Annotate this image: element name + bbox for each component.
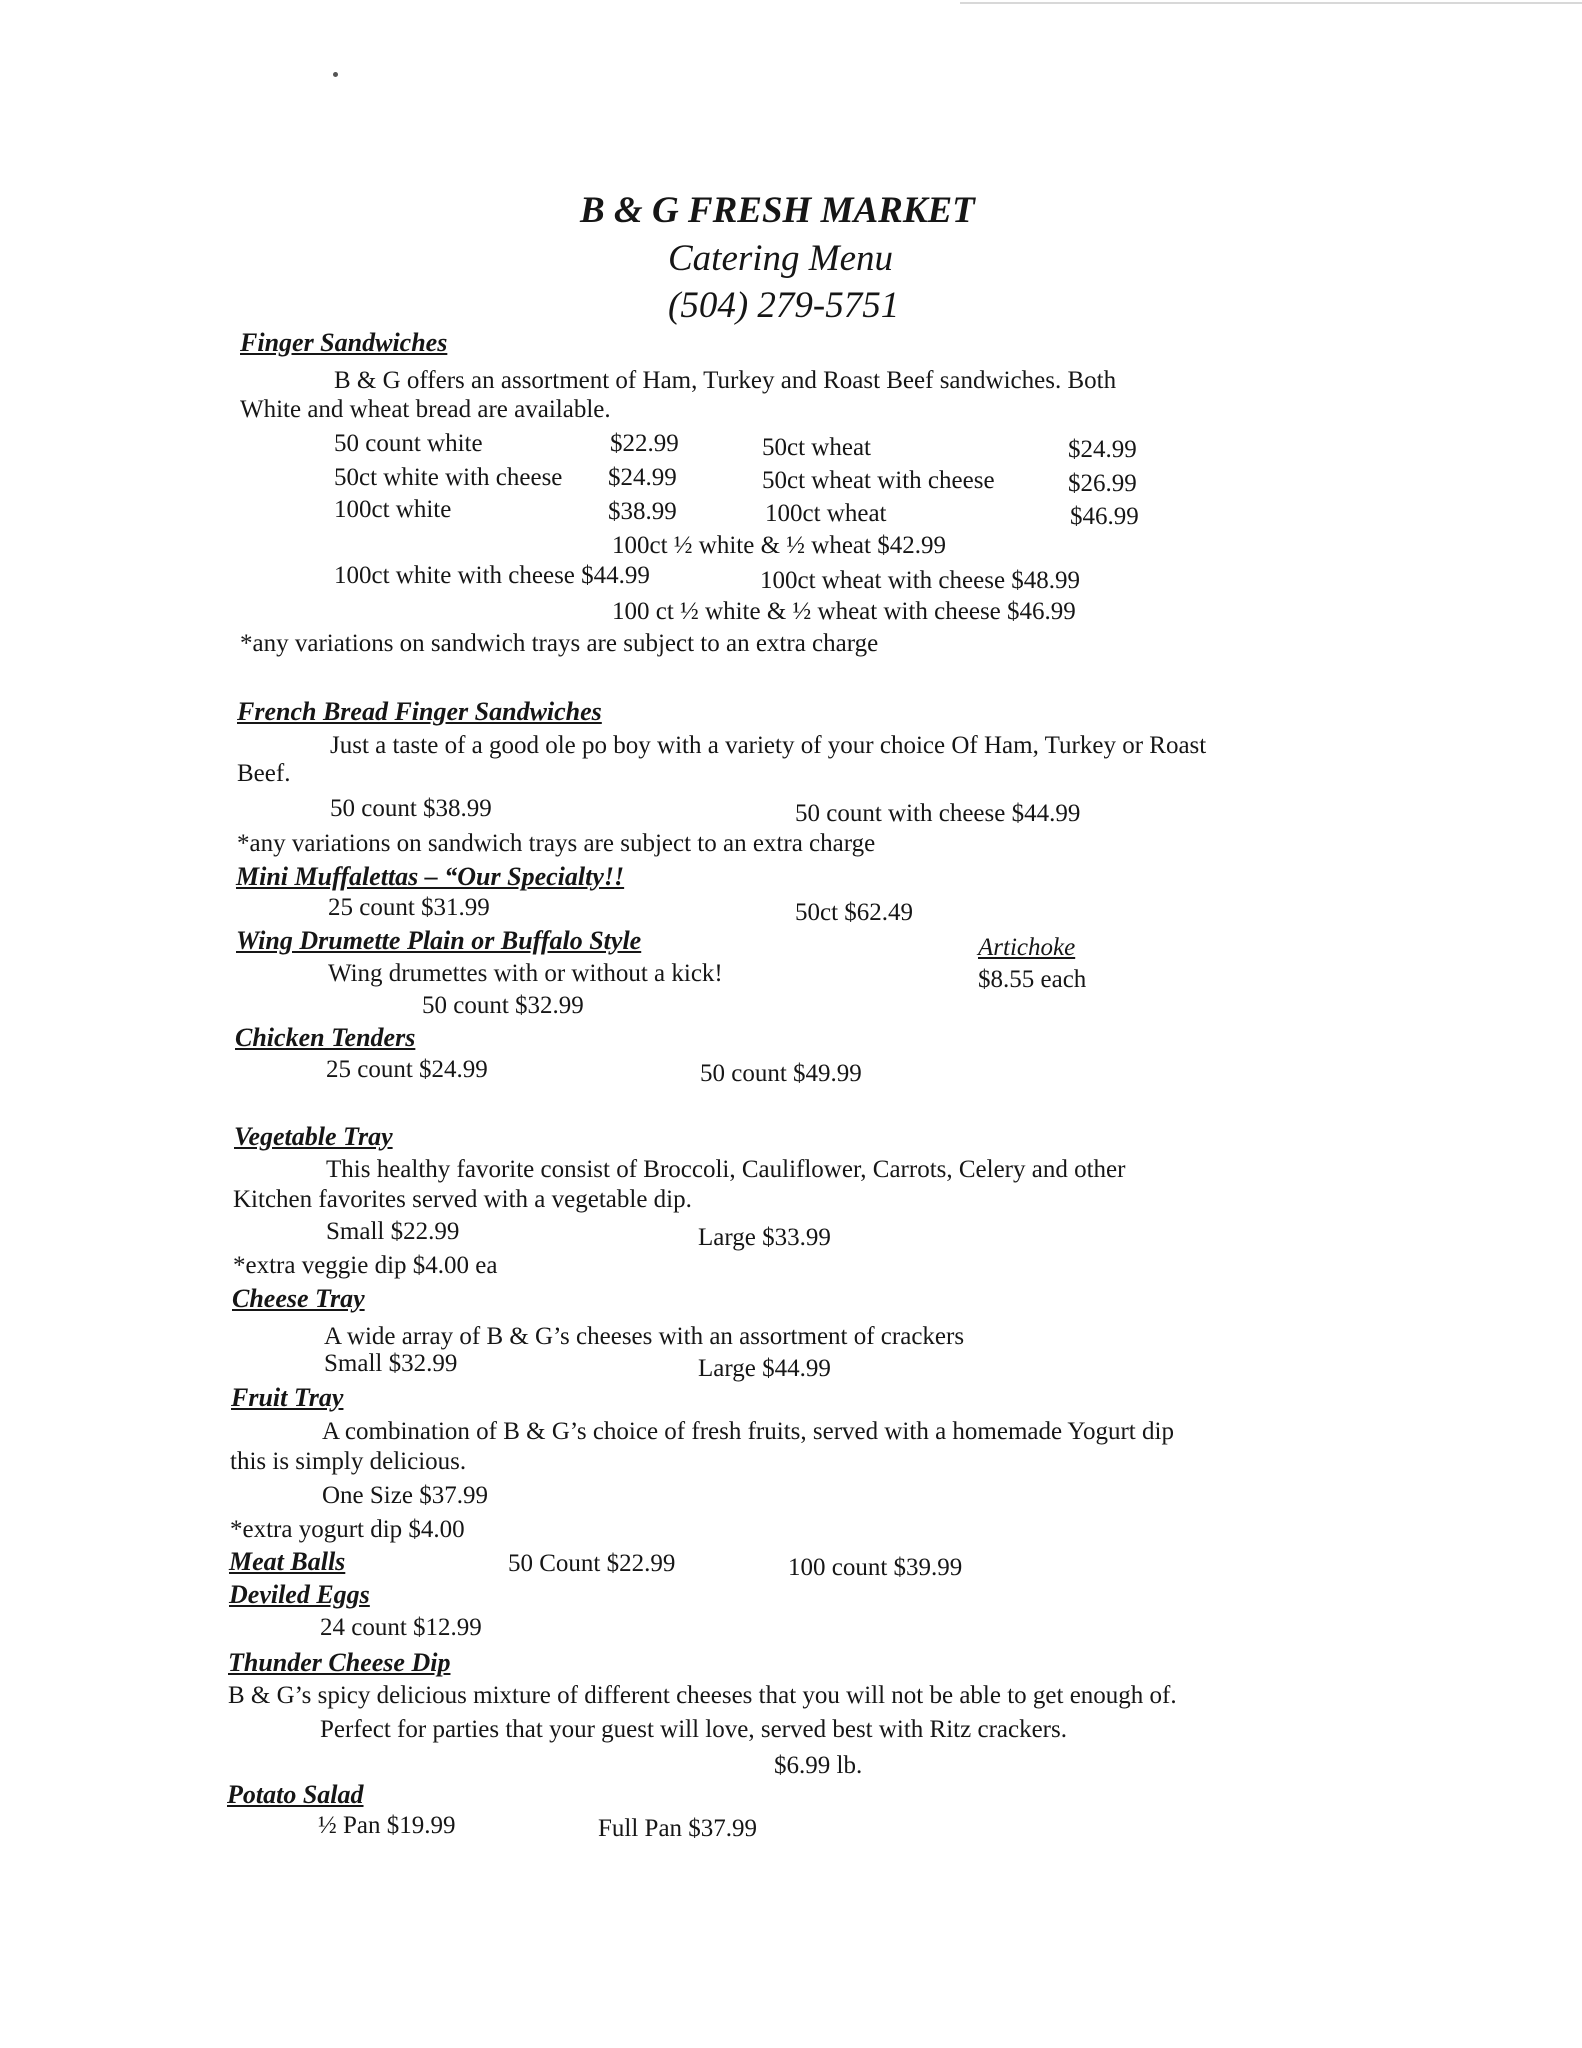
dip-price: $6.99 lb. xyxy=(774,1752,863,1779)
page-title: B & G FRESH MARKET xyxy=(580,190,975,231)
price-item-value: $46.99 xyxy=(1070,503,1139,530)
price-item: 100ct white with cheese $44.99 xyxy=(334,562,650,589)
section-heading-chicken-tenders: Chicken Tenders xyxy=(235,1023,416,1052)
price-item: Full Pan $37.99 xyxy=(598,1815,758,1842)
scan-edge-line xyxy=(960,2,1582,4)
price-item-label: 100ct white xyxy=(334,496,452,523)
price-item: One Size $37.99 xyxy=(322,1482,488,1509)
price-item: 100 count $39.99 xyxy=(788,1554,963,1581)
price-item: Small $32.99 xyxy=(324,1350,458,1377)
section-heading-thunder-cheese-dip: Thunder Cheese Dip xyxy=(228,1648,451,1677)
price-item: 25 count $24.99 xyxy=(326,1056,488,1083)
price-item-value: $22.99 xyxy=(610,430,679,457)
price-item: 24 count $12.99 xyxy=(320,1614,482,1641)
artichoke-price: $8.55 each xyxy=(978,966,1087,993)
price-item: 100 ct ½ white & ½ wheat with cheese $46.99 xyxy=(612,598,1076,625)
section-heading-deviled-eggs: Deviled Eggs xyxy=(229,1580,370,1609)
section-heading-french-bread: French Bread Finger Sandwiches xyxy=(237,697,602,726)
fruit-note: *extra yogurt dip $4.00 xyxy=(230,1516,465,1543)
price-item: 100ct ½ white & ½ wheat $42.99 xyxy=(612,532,946,559)
price-item: Small $22.99 xyxy=(326,1218,460,1245)
price-item: ½ Pan $19.99 xyxy=(318,1812,456,1839)
dip-desc-1: B & G’s spicy delicious mixture of different cheeses that you will not be able to get enough of. xyxy=(228,1682,1177,1709)
price-item-label: 50ct wheat xyxy=(762,434,871,461)
finger-sandwiches-note: *any variations on sandwich trays are subject to an extra charge xyxy=(240,630,879,657)
price-item-value: $24.99 xyxy=(1068,436,1137,463)
price-item-value: $26.99 xyxy=(1068,470,1137,497)
section-heading-potato-salad: Potato Salad xyxy=(227,1780,364,1809)
french-bread-desc-2: Beef. xyxy=(237,760,291,787)
price-item-label: 50 count white xyxy=(334,430,483,457)
vegetable-desc-1: This healthy favorite consist of Broccoli, Cauliflower, Carrots, Celery and other xyxy=(326,1156,1126,1183)
fruit-desc-1: A combination of B & G’s choice of fresh fruits, served with a homemade Yogurt dip xyxy=(322,1418,1174,1445)
page-subtitle: Catering Menu xyxy=(668,238,894,279)
price-item: 50 count $32.99 xyxy=(422,992,584,1019)
section-heading-vegetable-tray: Vegetable Tray xyxy=(234,1122,393,1151)
phone-number: (504) 279-5751 xyxy=(668,285,900,326)
section-heading-artichoke: Artichoke xyxy=(978,934,1076,961)
scan-speck xyxy=(333,72,338,77)
price-item-value: $38.99 xyxy=(608,498,677,525)
dip-desc-2: Perfect for parties that your guest will love, served best with Ritz crackers. xyxy=(320,1716,1067,1743)
section-heading-cheese-tray: Cheese Tray xyxy=(232,1284,365,1313)
price-item: 100ct wheat with cheese $48.99 xyxy=(760,567,1081,594)
price-item-label: 100ct wheat xyxy=(765,500,887,527)
price-item-value: $24.99 xyxy=(608,464,677,491)
price-item: 50 count $49.99 xyxy=(700,1060,862,1087)
section-heading-wings: Wing Drumette Plain or Buffalo Style xyxy=(236,926,642,955)
price-item: 50ct $62.49 xyxy=(795,899,914,926)
price-item: Large $44.99 xyxy=(698,1355,831,1382)
price-item-label: 50ct wheat with cheese xyxy=(762,467,995,494)
section-heading-meat-balls: Meat Balls xyxy=(229,1547,346,1576)
fruit-desc-2: this is simply delicious. xyxy=(230,1448,467,1475)
vegetable-note: *extra veggie dip $4.00 ea xyxy=(233,1252,498,1279)
price-item: 25 count $31.99 xyxy=(328,894,490,921)
cheese-desc: A wide array of B & G’s cheeses with an assortment of crackers xyxy=(324,1323,965,1350)
price-item: 50 Count $22.99 xyxy=(508,1550,676,1577)
vegetable-desc-2: Kitchen favorites served with a vegetable dip. xyxy=(233,1186,692,1213)
finger-sandwiches-desc-2: White and wheat bread are available. xyxy=(240,396,611,423)
price-item: Large $33.99 xyxy=(698,1224,831,1251)
french-bread-desc-1: Just a taste of a good ole po boy with a variety of your choice Of Ham, Turkey or Roast xyxy=(330,732,1207,759)
finger-sandwiches-desc-1: B & G offers an assortment of Ham, Turkey and Roast Beef sandwiches. Both xyxy=(334,367,1117,394)
price-item: 50 count with cheese $44.99 xyxy=(795,800,1081,827)
section-heading-finger-sandwiches: Finger Sandwiches xyxy=(240,328,448,357)
french-bread-note: *any variations on sandwich trays are subject to an extra charge xyxy=(237,830,876,857)
wings-desc: Wing drumettes with or without a kick! xyxy=(328,960,723,987)
price-item: 50 count $38.99 xyxy=(330,795,492,822)
section-heading-fruit-tray: Fruit Tray xyxy=(231,1383,344,1412)
price-item-label: 50ct white with cheese xyxy=(334,464,563,491)
section-heading-muffalettas: Mini Muffalettas – “Our Specialty!! xyxy=(236,862,625,891)
